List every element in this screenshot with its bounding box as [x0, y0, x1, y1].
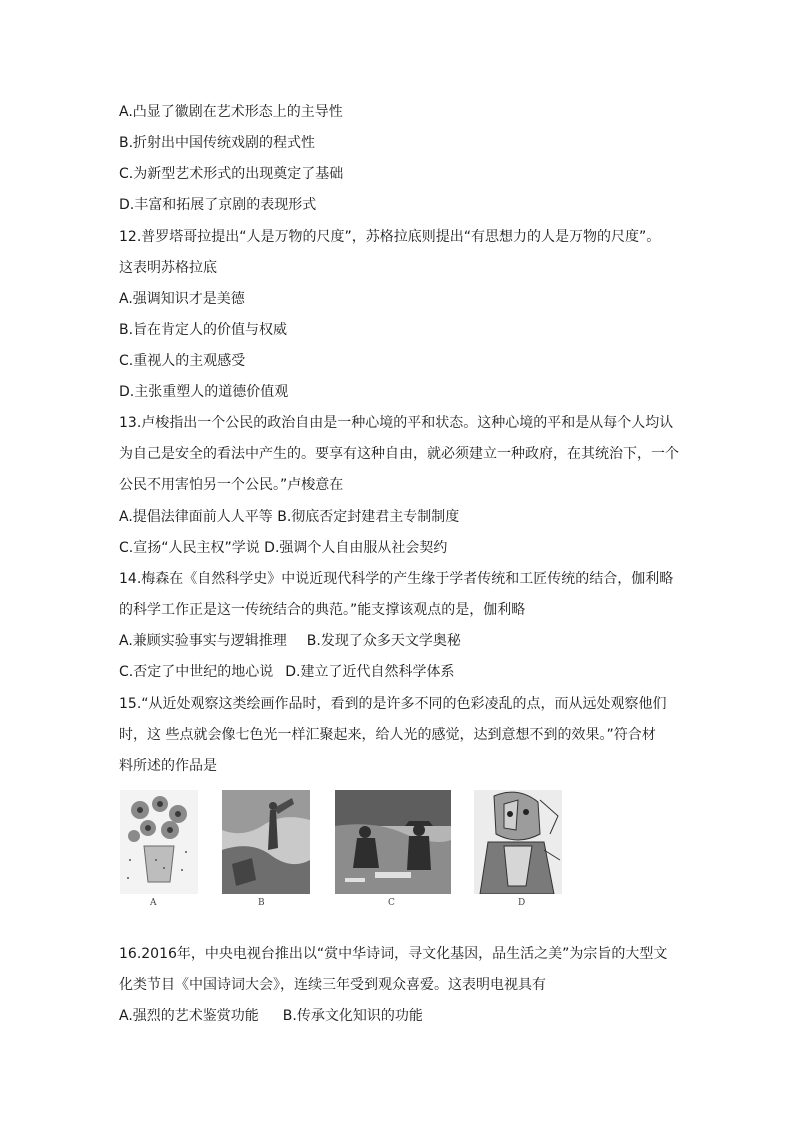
q13-stem-line1: 13.卢梭指出一个公民的政治自由是一种心境的平和状态。这种心境的平和是从每个人均认: [119, 415, 674, 431]
q11-option-c: C.为新型艺术形式的出现奠定了基础: [119, 166, 344, 182]
q14-option-a: A.兼顾实验事实与逻辑推理: [119, 633, 287, 649]
q13-options-ab: A.提倡法律面前人人平等 B.彻底否定封建君主专制制度: [119, 509, 460, 525]
q12-option-d: D.主张重塑人的道德价值观: [119, 384, 289, 400]
q14-stem-line2: 的科学工作正是这一传统结合的典范。”能支撑该观点的是，伽利略: [119, 602, 526, 618]
q15-stem-line1: 15.“从近处观察这类绘画作品时，看到的是许多不同的色彩凌乱的点，而从远处观察他们: [119, 696, 667, 712]
painting-d-image: [474, 790, 562, 894]
painting-b-image: [222, 790, 310, 894]
painting-c-caption: C: [388, 898, 395, 908]
q14-options-cd: [119, 662, 454, 682]
q12-stem-line2: 这表明苏格拉底: [119, 260, 217, 276]
painting-b-caption: B: [258, 898, 265, 908]
q12-option-a: A.强调知识才是美德: [119, 291, 245, 307]
painting-c-image: [335, 790, 451, 894]
q13-stem-line3: 公民不用害怕另一个公民。”卢梭意在: [119, 477, 344, 493]
q12-option-c: C.重视人的主观感受: [119, 353, 246, 369]
painting-d-caption: D: [518, 898, 526, 908]
q14-option-c: C.否定了中世纪的地心说: [119, 664, 274, 680]
q12-stem-line1: 12.普罗塔哥拉提出“人是万物的尺度”，苏格拉底则提出“有思想力的人是万物的尺度”。: [119, 229, 661, 245]
q14-options-ab: [119, 631, 461, 651]
q16-stem-line1: 16.2016年，中央电视台推出以“赏中华诗词，寻文化基因，品生活之美”为宗旨的大型文: [119, 946, 668, 962]
q14-option-d: D.建立了近代自然科学体系: [285, 664, 455, 680]
q15-stem-line2: 时，这 些点就会像七色光一样汇聚起来，给人光的感觉，达到意想不到的效果。”符合材: [119, 727, 656, 743]
q12-option-b: B.旨在肯定人的价值与权威: [119, 322, 288, 338]
q13-options-cd: C.宣扬“人民主权”学说 D.强调个人自由服从社会契约: [119, 540, 448, 556]
q15-painting-options: [118, 790, 568, 912]
q14-stem-line1: 14.梅森在《自然科学史》中说近现代科学的产生缘于学者传统和工匠传统的结合，伽利略: [119, 571, 674, 587]
painting-a-caption: A: [150, 898, 157, 908]
q15-stem-line3: 料所述的作品是: [119, 758, 217, 774]
q16-stem-line2: 化类节目《中国诗词大会》，连续三年受到观众喜爱。这表明电视具有: [119, 977, 546, 993]
q14-option-b: B.发现了众多天文学奥秘: [306, 633, 461, 649]
q11-option-a: A.凸显了徽剧在艺术形态上的主导性: [119, 104, 343, 120]
q16-option-a: A.强烈的艺术鉴赏功能: [119, 1008, 259, 1024]
q16-option-b: B.传承文化知识的功能: [282, 1008, 423, 1024]
q16-options-ab: [119, 1006, 423, 1026]
q11-option-b: B.折射出中国传统戏剧的程式性: [119, 135, 316, 151]
q13-stem-line2: 为自己是安全的看法中产生的。要享有这种自由，就必须建立一种政府，在其统治下，一个: [119, 446, 679, 462]
q11-option-d: D.丰富和拓展了京剧的表现形式: [119, 197, 317, 213]
painting-a-image: [120, 790, 198, 894]
